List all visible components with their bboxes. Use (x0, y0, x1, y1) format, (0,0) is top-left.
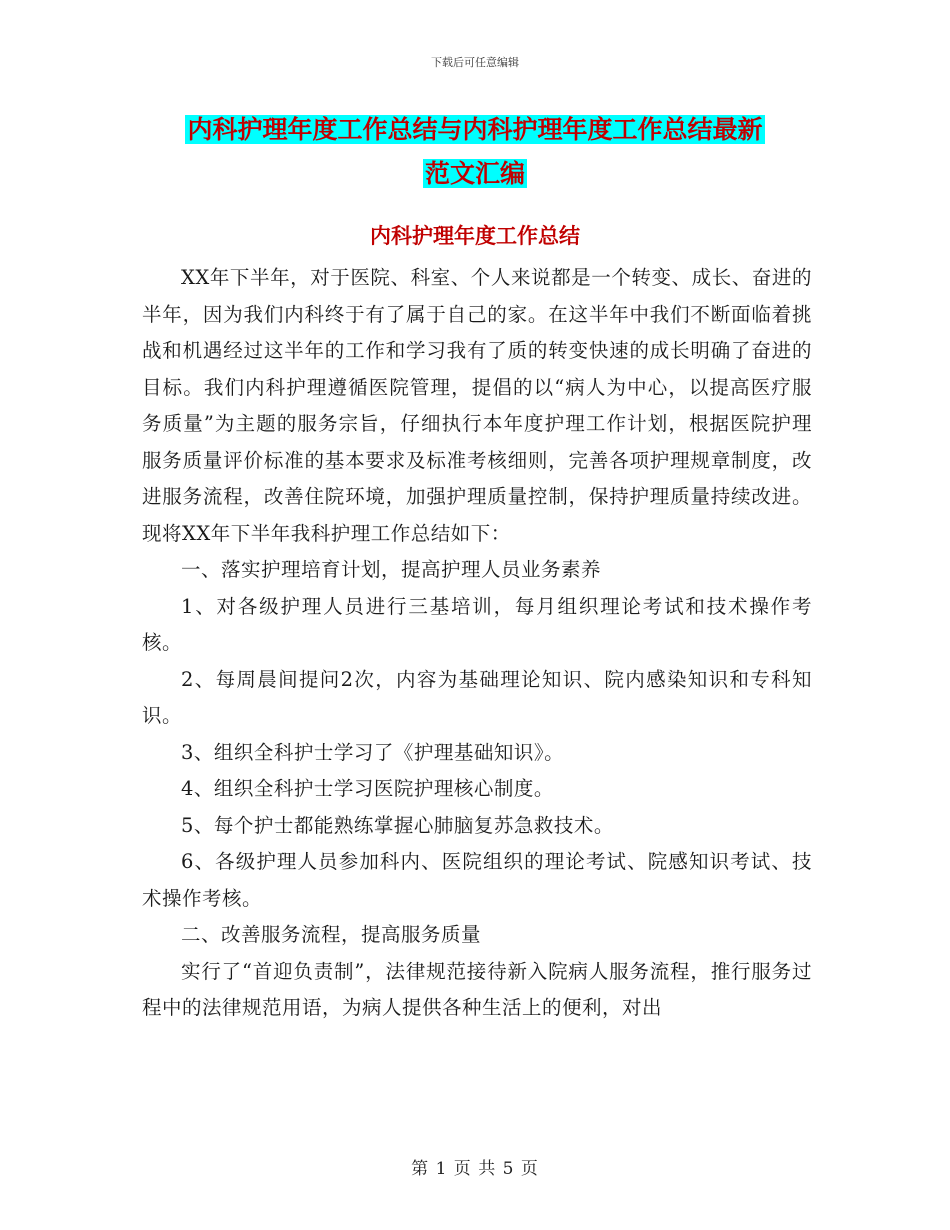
document-title-line-2: 范文汇编 (424, 159, 525, 188)
document-title-line-1: 内科护理年度工作总结与内科护理年度工作总结最新 (187, 115, 763, 144)
section-title: 内科护理年度工作总结 (370, 224, 580, 248)
paragraph: XX年下半年，对于医院、科室、个人来说都是一个转变、成长、奋进的半年，因为我们内科终于有了属于自己的家。在这半年中我们不断面临着挑战和机遇经过这半年的工作和学习我有了质的转变快速的成长明确了奋进的目标。我们内科护理遵循医院管理，提倡的以“病人为中心，以提高医疗服务质量”为主题的服务宗旨，仔细执行本年度护理工作计划，根据医院护理服务质量评价标准的基本要求及标准考核细则，完善各项护理规章制度，改进服务流程，改善住院环境，加强护理质量控制，保持护理质量持续改进。现将XX年下半年我科护理工作总结如下： (142, 266, 812, 545)
paragraph: 二、改善服务流程，提高服务质量 (181, 923, 482, 946)
header-note: 下载后可任意编辑 (431, 56, 519, 69)
paragraph: 5、每个护士都能熟练掌握心肺脑复苏急救技术。 (181, 813, 614, 837)
paragraph: 6、各级护理人员参加科内、医院组织的理论考试、院感知识考试、技术操作考核。 (142, 850, 812, 910)
document-title (140, 108, 810, 196)
paragraph: 4、组织全科护士学习医院护理核心制度。 (181, 777, 554, 800)
paragraph: 2、每周晨间提问2次，内容为基础理论知识、院内感染知识和专科知识。 (142, 667, 812, 727)
paragraph: 实行了“首迎负责制”，法律规范接待新入院病人服务流程，推行服务过程中的法律规范用语，为病人提供各种生活上的便利，对出 (142, 959, 812, 1019)
paragraph: 一、落实护理培育计划，提高护理人员业务素养 (181, 558, 602, 581)
paragraph: 1、对各级护理人员进行三基培训，每月组织理论考试和技术操作考核。 (142, 594, 812, 654)
paragraph: 3、组织全科护士学习了《护理基础知识》。 (181, 740, 565, 764)
document-body (142, 260, 812, 1027)
page-footer: 第 1 页 共 5 页 (411, 1159, 539, 1179)
